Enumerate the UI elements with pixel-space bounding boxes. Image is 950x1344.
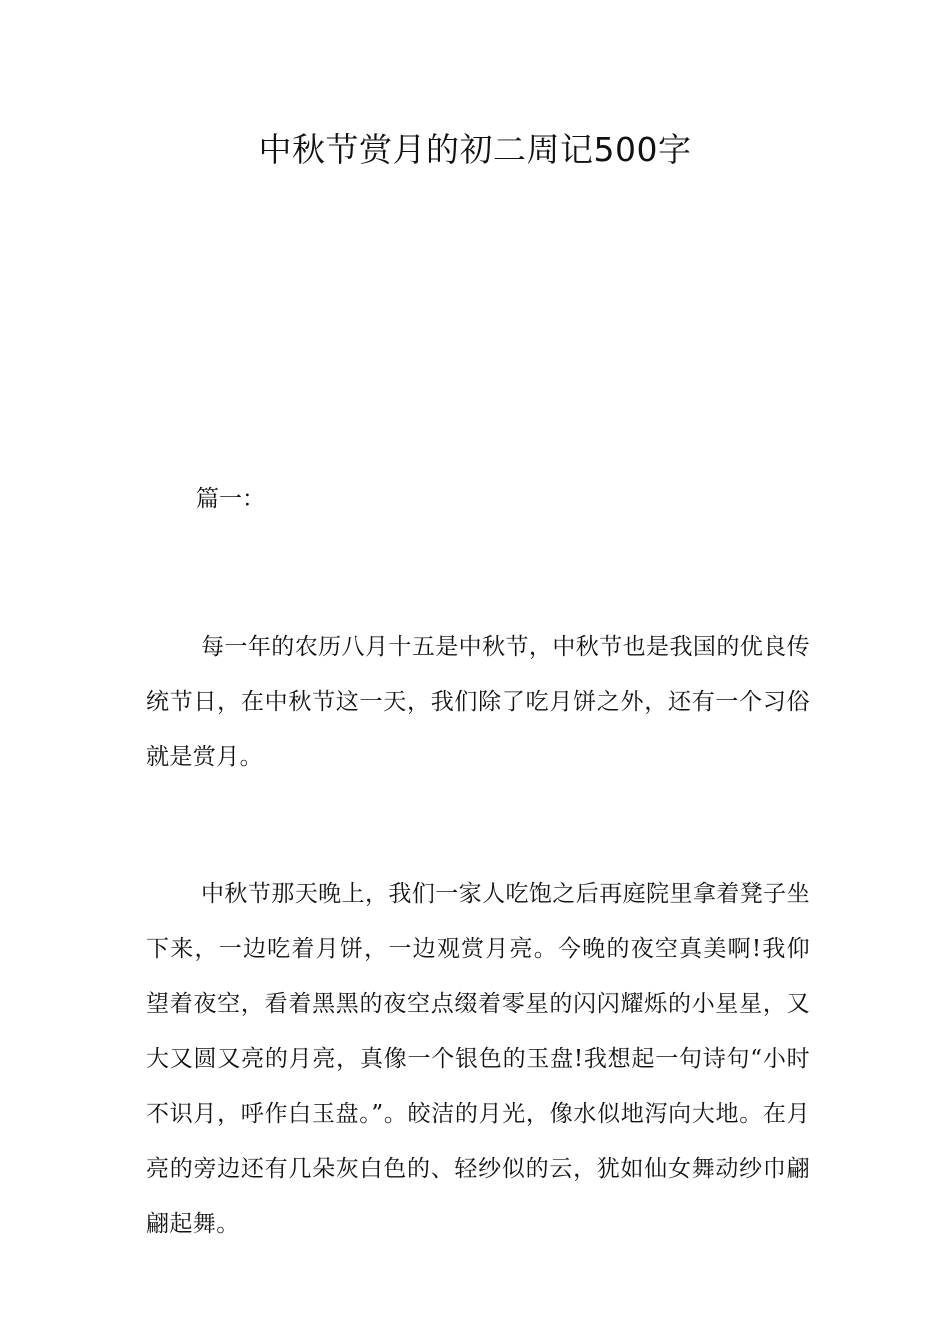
section-heading: 篇一： — [196, 486, 265, 512]
document-title: 中秋节赏月的初二周记500字 — [258, 130, 692, 169]
paragraph-1: 每一年的农历八月十五是中秋节，中秋节也是我国的优良传统节日，在中秋节这一天，我们除了吃月饼之外，还有一个习俗就是赏月。 — [146, 634, 810, 770]
paragraph-2: 中秋节那天晚上，我们一家人吃饱之后再庭院里拿着凳子坐下来，一边吃着月饼，一边观赏月亮。今晚的夜空真美啊!我仰望着夜空，看着黑黑的夜空点缀着零星的闪闪耀烁的小星星，又大又圆又亮的月亮，真像一个银色的玉盘!我想起一句诗句“小时不识月，呼作白玉盘。”。皎洁的月光，像水似地泻向大地。在月亮的旁边还有几朵灰白色的、轻纱似的云，犹如仙女舞动纱巾翩翩起舞。 — [146, 881, 810, 1237]
